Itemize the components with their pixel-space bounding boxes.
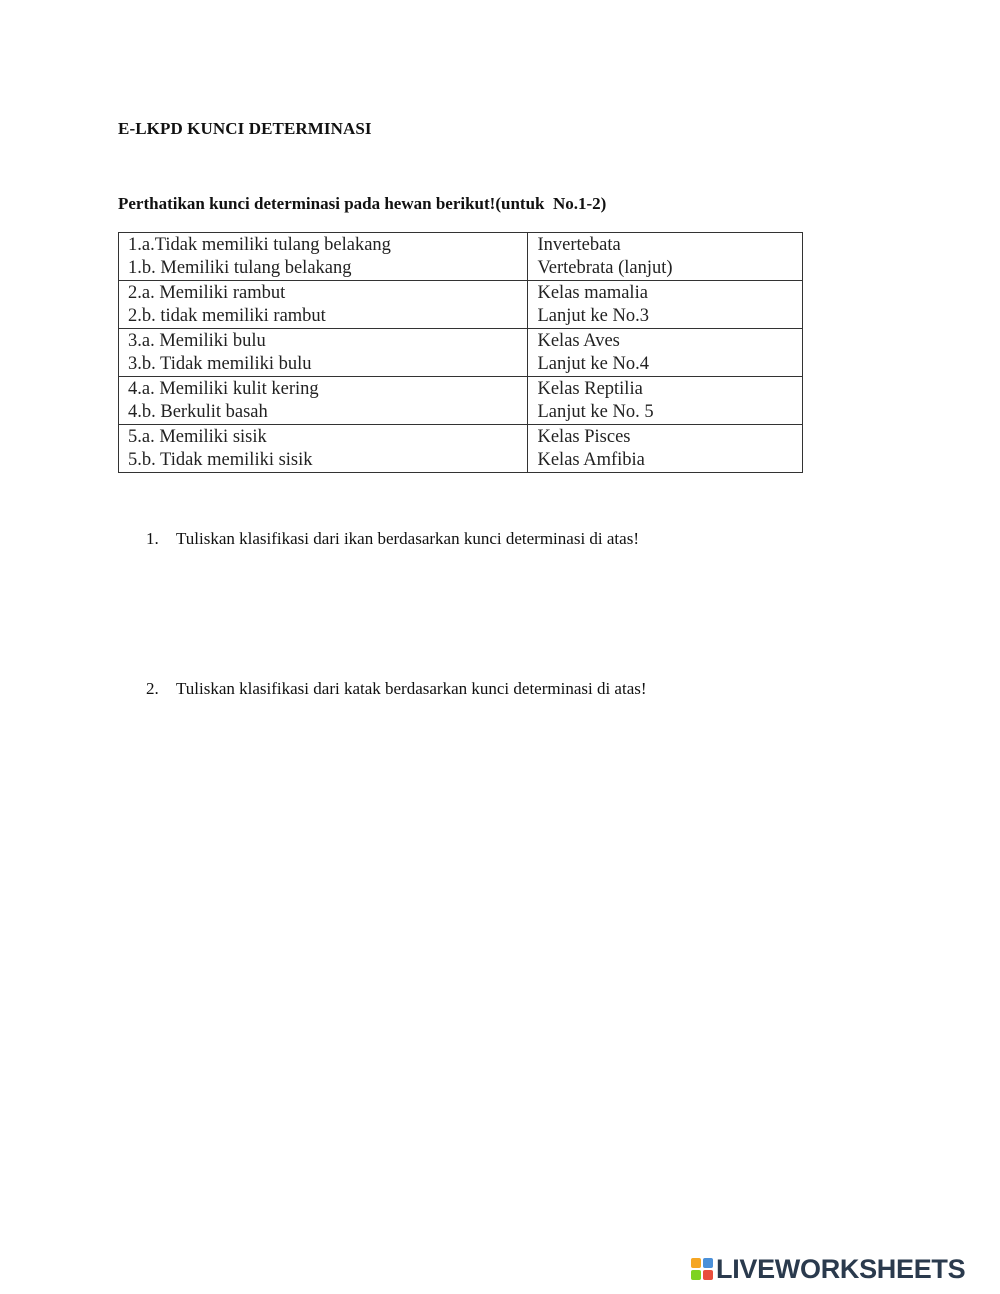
question-2 [146, 679, 647, 699]
key-result-b: Lanjut ke No. 5 [537, 402, 654, 422]
key-result-b: Kelas Amfibia [537, 450, 645, 470]
key-result-cell [528, 233, 803, 281]
key-result-cell [528, 281, 803, 329]
liveworksheets-logo[interactable] [691, 1254, 965, 1284]
key-result-a: Kelas mamalia [537, 283, 648, 303]
instruction-text: Perthatikan kunci determinasi pada hewan berikut!(untuk No.1-2) [118, 194, 607, 213]
key-criteria-cell [119, 425, 528, 473]
brand-name: LIVEWORKSHEETS [716, 1253, 966, 1284]
table-row [119, 233, 803, 281]
question-text: Tuliskan klasifikasi dari katak berdasarkan kunci determinasi di atas! [176, 679, 647, 698]
key-criteria-a: 5.a. Memiliki sisik [128, 427, 267, 447]
table-row [119, 425, 803, 473]
key-result-cell [528, 329, 803, 377]
question-number: 1. [146, 529, 159, 548]
key-result-cell [528, 425, 803, 473]
key-result-a: Kelas Reptilia [537, 379, 643, 399]
key-criteria-cell [119, 377, 528, 425]
liveworksheets-logo-icon [691, 1258, 713, 1280]
key-criteria-b: 4.b. Berkulit basah [128, 402, 268, 422]
key-criteria-a: 2.a. Memiliki rambut [128, 283, 286, 303]
key-criteria-a: 3.a. Memiliki bulu [128, 331, 266, 351]
key-result-b: Vertebrata (lanjut) [537, 258, 673, 278]
key-criteria-b: 3.b. Tidak memiliki bulu [128, 354, 312, 374]
question-text: Tuliskan klasifikasi dari ikan berdasarkan kunci determinasi di atas! [176, 529, 639, 548]
key-result-a: Invertebata [537, 235, 621, 255]
key-criteria-b: 2.b. tidak memiliki rambut [128, 306, 326, 326]
key-result-a: Kelas Pisces [537, 427, 631, 447]
determination-key-table [118, 232, 803, 473]
question-number: 2. [146, 679, 159, 698]
table-row [119, 377, 803, 425]
page-title: E-LKPD KUNCI DETERMINASI [118, 119, 372, 138]
key-criteria-cell [119, 329, 528, 377]
key-result-b: Lanjut ke No.4 [537, 354, 649, 374]
key-criteria-a: 1.a.Tidak memiliki tulang belakang [128, 235, 391, 255]
table-row [119, 281, 803, 329]
key-result-cell [528, 377, 803, 425]
key-criteria-b: 5.b. Tidak memiliki sisik [128, 450, 313, 470]
table-row [119, 329, 803, 377]
question-1 [146, 529, 639, 549]
key-result-a: Kelas Aves [537, 331, 620, 351]
key-criteria-b: 1.b. Memiliki tulang belakang [128, 258, 352, 278]
key-result-b: Lanjut ke No.3 [537, 306, 649, 326]
key-criteria-cell [119, 233, 528, 281]
key-criteria-a: 4.a. Memiliki kulit kering [128, 379, 319, 399]
key-criteria-cell [119, 281, 528, 329]
